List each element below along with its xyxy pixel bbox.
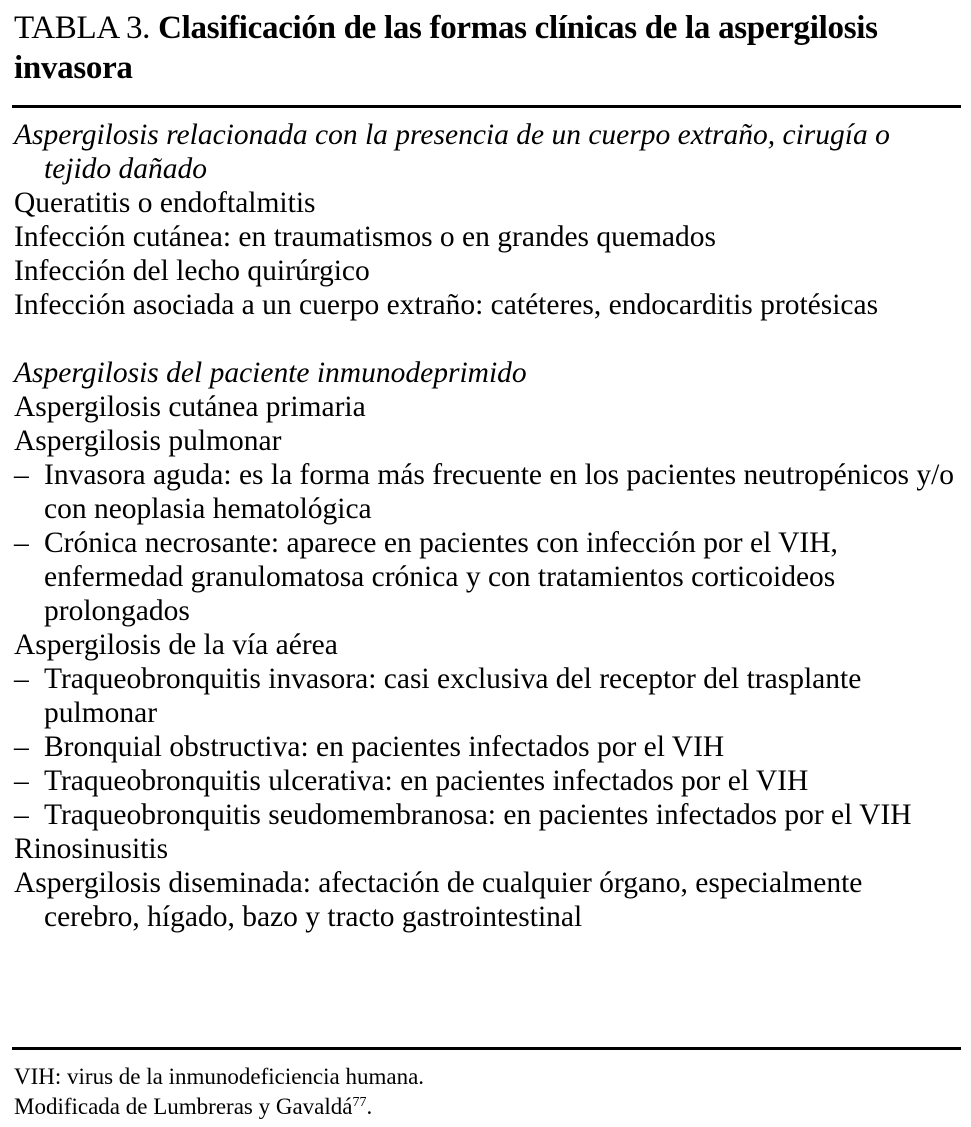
sub-item — [14, 662, 959, 730]
list-item: Aspergilosis diseminada: afectación de cualquier órgano, especialmente cerebro, hígado, bazo y tracto gastrointestinal — [14, 867, 863, 933]
sub-item — [14, 458, 959, 526]
table-title-text: Clasificación de las formas clínicas de la aspergilosis invasora — [14, 10, 878, 86]
list-item-pulmonar: Aspergilosis pulmonar — [14, 425, 282, 457]
sub-item-text: Bronquial obstructiva: en pacientes infectados por el VIH — [44, 731, 725, 763]
sub-item — [14, 798, 959, 832]
table-title — [14, 8, 959, 88]
list-item: Infección cutánea: en traumatismos o en grandes quemados — [14, 221, 717, 253]
list-item: Infección del lecho quirúrgico — [14, 255, 370, 287]
sub-item-text: Invasora aguda: es la forma más frecuente en los pacientes neutropénicos y/o con neoplasia hematológica — [44, 459, 955, 525]
list-item: Infección asociada a un cuerpo extraño: catéteres, endocarditis protésicas — [14, 289, 879, 321]
section-heading-immunocompromised: Aspergilosis del paciente inmunodeprimido — [14, 357, 527, 389]
classification-list — [14, 118, 959, 934]
bottom-rule — [12, 1047, 961, 1050]
sub-item — [14, 764, 959, 798]
dash-marker: – — [14, 663, 29, 695]
dash-marker: – — [14, 459, 29, 491]
dash-marker: – — [14, 731, 29, 763]
footnote-end-mark: . — [366, 1094, 373, 1119]
sub-item-text: Traqueobronquitis ulcerativa: en pacientes infectados por el VIH — [44, 765, 809, 797]
section-spacer — [14, 322, 959, 356]
list-item-via-aerea: Aspergilosis de la vía aérea — [14, 629, 338, 661]
dash-marker: – — [14, 799, 29, 831]
footnote-source-text: Modificada de Lumbreras y Gavaldá — [14, 1094, 353, 1119]
top-rule — [12, 105, 961, 108]
sub-item — [14, 730, 959, 764]
footnote-abbreviation: VIH: virus de la inmunodeficiencia humana. — [14, 1064, 425, 1089]
table-label: TABLA 3. — [14, 10, 151, 46]
sub-item-text: Traqueobronquitis invasora: casi exclusiva del receptor del trasplante pulmonar — [44, 663, 862, 729]
footnote-source — [14, 1092, 959, 1122]
dash-marker: – — [14, 527, 29, 559]
sub-item-text: Crónica necrosante: aparece en pacientes con infección por el VIH, enfermedad granulomatosa crónica y con tratamientos corticoideos prolongados — [44, 527, 838, 627]
footnotes — [14, 1062, 959, 1122]
sub-item-text: Traqueobronquitis seudomembranosa: en pacientes infectados por el VIH — [44, 799, 912, 831]
section-heading-foreign-body: Aspergilosis relacionada con la presencia de un cuerpo extraño, cirugía o tejido dañado — [14, 119, 890, 185]
list-item: Queratitis o endoftalmitis — [14, 187, 316, 219]
dash-marker: – — [14, 765, 29, 797]
list-item: Rinosinusitis — [14, 833, 169, 865]
sub-item — [14, 526, 959, 628]
reference-number: 77 — [352, 1095, 367, 1110]
list-item: Aspergilosis cutánea primaria — [14, 391, 366, 423]
